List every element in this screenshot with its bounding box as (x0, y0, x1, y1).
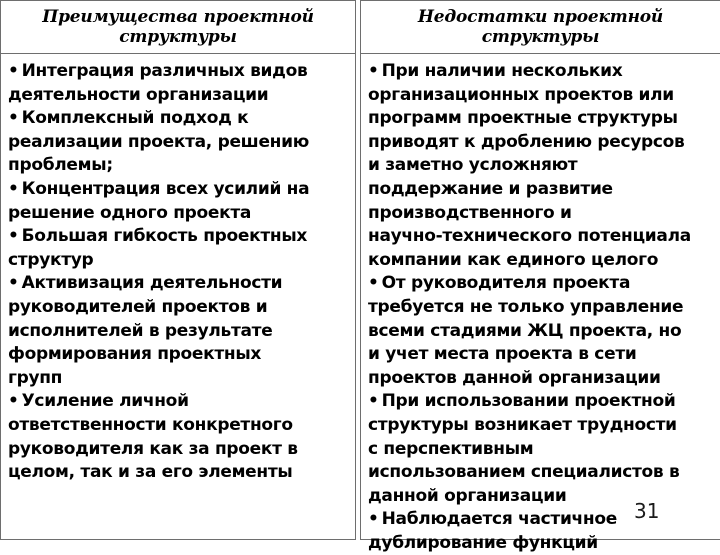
disadvantages-panel (360, 0, 720, 553)
disadvantage-item-line: использованием специалистов в (368, 462, 680, 483)
slide-number: 31 (634, 499, 660, 523)
disadvantage-item-line: При использовании проектной (381, 391, 676, 412)
advantages-title-line: структуры (119, 27, 237, 47)
advantage-item-line: деятельности организации (8, 84, 269, 105)
advantage-item-line: Концентрация всех усилий на (21, 178, 310, 199)
advantage-item-line: целом, так и за его элементы (8, 462, 293, 483)
advantage-item-line: Усиление личной (21, 391, 189, 412)
disadvantages-title-line: структуры (481, 27, 600, 47)
advantage-item (8, 390, 355, 484)
advantages-list (1, 60, 355, 485)
disadvantage-item-line: приводят к дроблению ресурсов (368, 131, 685, 152)
advantage-item-line: Большая гибкость проектных (21, 226, 308, 247)
advantage-item-line: проблемы; (8, 155, 113, 176)
advantage-item-line: руководителя как за проект в (8, 438, 298, 459)
disadvantage-item-line: дублирование функций (368, 532, 598, 553)
advantage-item (8, 178, 355, 225)
advantages-title (1, 7, 355, 47)
advantage-item-line: формирования проектных (8, 344, 262, 365)
advantage-item-line: решение одного проекта (8, 202, 252, 223)
advantage-item-line: исполнителей в результате (8, 320, 273, 341)
advantage-item-line: ответственности конкретного (8, 414, 293, 435)
advantage-item (8, 272, 355, 390)
disadvantage-item-line: требуется не только управление (368, 296, 684, 317)
advantage-item-line: Интеграция различных видов (21, 61, 308, 81)
disadvantage-item-line: поддержание и развитие (368, 178, 613, 199)
disadvantages-title (361, 7, 720, 47)
disadvantage-item (368, 508, 720, 555)
advantage-item-line: Комплексный подход к (21, 108, 249, 129)
disadvantage-item-line: с перспективным (368, 438, 534, 459)
disadvantage-item-line: и учет места проекта в сети (368, 344, 637, 365)
advantage-item-line: структур (8, 249, 94, 270)
advantages-divider (1, 53, 355, 54)
advantage-item (8, 225, 355, 272)
disadvantages-divider (361, 53, 720, 54)
disadvantage-item (368, 60, 720, 272)
advantage-item (8, 107, 355, 178)
disadvantage-item-line: От руководителя проекта (381, 273, 631, 294)
disadvantage-item-line: данной организации (368, 485, 567, 506)
disadvantages-title-line: Недостатки проектной (417, 7, 664, 27)
disadvantage-item-line: программ проектные структуры (368, 108, 678, 129)
advantage-item-line: групп (8, 367, 63, 388)
disadvantage-item (368, 390, 720, 508)
advantages-title-line: Преимущества проектной (42, 7, 314, 27)
disadvantage-item-line: научно-технического потенциала (368, 226, 691, 247)
advantage-item-line: Активизация деятельности (21, 273, 283, 294)
disadvantage-item-line: компании как единого целого (368, 249, 659, 270)
advantage-item-line: руководителей проектов и (8, 296, 268, 317)
disadvantages-list (361, 60, 720, 555)
disadvantage-item-line: При наличии нескольких (381, 61, 623, 81)
advantages-panel (0, 0, 356, 540)
disadvantage-item-line: проектов данной организации (368, 367, 661, 388)
disadvantage-item-line: всеми стадиями ЖЦ проекта, но (368, 320, 682, 341)
disadvantage-item-line: структуры возникает трудности (368, 414, 677, 435)
disadvantage-item (368, 272, 720, 390)
advantage-item (8, 60, 355, 107)
disadvantage-item-line: Наблюдается частичное (381, 509, 617, 530)
disadvantage-item-line: производственного и (368, 202, 572, 223)
disadvantage-item-line: организационных проектов или (368, 84, 674, 105)
advantage-item-line: реализации проекта, решению (8, 131, 309, 152)
disadvantage-item-line: и заметно усложняют (368, 155, 578, 176)
